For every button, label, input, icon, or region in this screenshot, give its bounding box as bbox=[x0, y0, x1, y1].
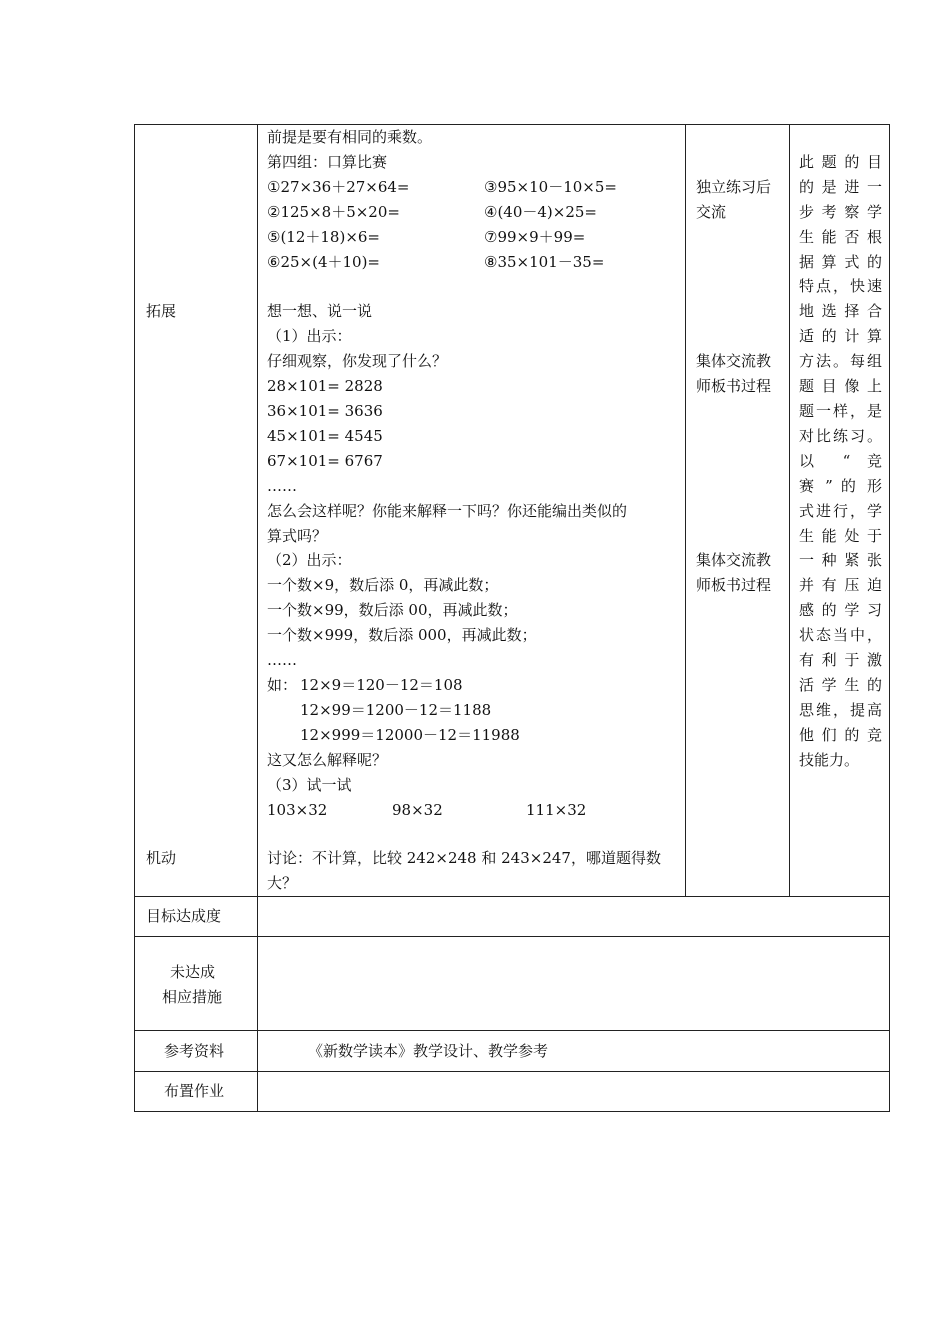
activity-3-line-2: 师板书过程 bbox=[696, 576, 772, 594]
part2-line-2: 一个数×99，数后添 00，再减此数； bbox=[267, 601, 518, 619]
note-line-17: 一 种 紧 张 bbox=[799, 551, 882, 569]
part2-line-1: 一个数×9，数后添 0，再减此数； bbox=[267, 576, 499, 594]
part1-line-1: 28×101= 2828 bbox=[267, 377, 383, 395]
exercise-1: ①27×36＋27×64= bbox=[267, 178, 410, 196]
note-line-23: 思维，提高 bbox=[799, 701, 882, 719]
note-line-12: 对比练习。 bbox=[799, 427, 882, 445]
part3-label: （3）试一试 bbox=[267, 776, 352, 794]
exercise-7: ⑦99×9＋99= bbox=[484, 228, 586, 246]
think-title: 想一想、说一说 bbox=[267, 302, 373, 320]
column-divider-2 bbox=[685, 124, 686, 896]
activity-3-line-1: 集体交流教 bbox=[696, 551, 772, 569]
row-divider-4 bbox=[134, 1071, 890, 1072]
note-line-22: 活 学 生 的 bbox=[799, 676, 882, 694]
example-prefix: 如： bbox=[267, 676, 298, 694]
note-line-8: 适 的 计 算 bbox=[799, 327, 882, 345]
label-extension: 拓展 bbox=[146, 302, 177, 320]
note-line-5: 据 算 式 的 bbox=[799, 253, 882, 271]
explain-line-2: 算式吗？ bbox=[267, 527, 328, 545]
discussion-line-2: 大？ bbox=[267, 874, 298, 892]
note-line-13: 以 “ 竞 bbox=[799, 452, 882, 470]
label-goal: 目标达成度 bbox=[146, 907, 222, 925]
part1-line-3: 45×101= 4545 bbox=[267, 427, 383, 445]
label-flexible: 机动 bbox=[146, 849, 177, 867]
example-3: 12×999＝12000－12＝11988 bbox=[300, 726, 520, 744]
column-divider-1 bbox=[257, 124, 258, 1112]
note-line-9: 方法。每组 bbox=[799, 352, 882, 370]
discussion-line-1: 讨论：不计算，比较 242×248 和 243×247，哪道题得数 bbox=[267, 849, 661, 867]
label-unmet-line1: 未达成 bbox=[170, 963, 216, 981]
example-1: 12×9＝120－12＝108 bbox=[300, 676, 463, 694]
table-border-left bbox=[134, 124, 135, 1112]
part1-ellipsis: …… bbox=[267, 477, 297, 495]
note-line-7: 地 选 择 合 bbox=[799, 302, 882, 320]
note-line-11: 题一样，是 bbox=[799, 402, 882, 420]
note-line-16: 生 能 处 于 bbox=[799, 527, 882, 545]
try-item-2: 98×32 bbox=[392, 801, 443, 819]
part1-label: （1）出示： bbox=[267, 327, 352, 345]
note-line-4: 生 能 否 根 bbox=[799, 228, 882, 246]
activity-1-line-1: 独立练习后 bbox=[696, 178, 772, 196]
label-reference: 参考资料 bbox=[164, 1042, 225, 1060]
explain-line-1: 怎么会这样呢？你能来解释一下吗？你还能编出类似的 bbox=[267, 502, 628, 520]
row-divider-1 bbox=[134, 896, 890, 897]
note-line-21: 有 利 于 激 bbox=[799, 651, 882, 669]
column-divider-3 bbox=[789, 124, 790, 896]
note-line-25: 技能力。 bbox=[799, 751, 860, 769]
activity-1-line-2: 交流 bbox=[696, 203, 727, 221]
note-line-10: 题 目 像 上 bbox=[799, 377, 882, 395]
note-line-1: 此 题 的 目 bbox=[799, 153, 882, 171]
row-divider-2 bbox=[134, 936, 890, 937]
try-item-3: 111×32 bbox=[526, 801, 587, 819]
activity-2-line-1: 集体交流教 bbox=[696, 352, 772, 370]
part1-line-2: 36×101= 3636 bbox=[267, 402, 383, 420]
exercise-6: ⑥25×(4＋10)= bbox=[267, 253, 381, 271]
exercise-5: ⑤(12＋18)×6= bbox=[267, 228, 381, 246]
note-line-19: 感 的 学 习 bbox=[799, 601, 882, 619]
part1-question: 仔细观察，你发现了什么？ bbox=[267, 352, 448, 370]
note-line-14: 赛 ” 的 形 bbox=[799, 477, 882, 495]
label-homework: 布置作业 bbox=[164, 1082, 225, 1100]
note-line-2: 的 是 进 一 bbox=[799, 178, 882, 196]
try-item-1: 103×32 bbox=[267, 801, 328, 819]
exercise-8: ⑧35×101－35= bbox=[484, 253, 605, 271]
note-line-18: 并 有 压 迫 bbox=[799, 576, 882, 594]
exercise-2: ②125×8＋5×20= bbox=[267, 203, 400, 221]
example-2: 12×99＝1200－12＝1188 bbox=[300, 701, 492, 719]
note-line-20: 状态当中， bbox=[799, 626, 882, 644]
part2-line-3: 一个数×999，数后添 000，再减此数； bbox=[267, 626, 537, 644]
part2-label: （2）出示： bbox=[267, 551, 352, 569]
note-line-24: 他 们 的 竞 bbox=[799, 726, 882, 744]
group4-title: 第四组：口算比赛 bbox=[267, 153, 388, 171]
explain-again: 这又怎么解释呢？ bbox=[267, 751, 388, 769]
reference-text: 《新数学读本》教学设计、教学参考 bbox=[308, 1042, 549, 1060]
note-line-6: 特点，快速 bbox=[799, 277, 882, 295]
table-border-bottom bbox=[134, 1111, 890, 1112]
note-line-3: 步 考 察 学 bbox=[799, 203, 882, 221]
exercise-4: ④(40－4)×25= bbox=[484, 203, 598, 221]
table-border-top bbox=[134, 124, 890, 125]
note-line-15: 式进行，学 bbox=[799, 502, 882, 520]
content-intro: 前提是要有相同的乘数。 bbox=[267, 128, 433, 146]
row-divider-3 bbox=[134, 1030, 890, 1031]
label-unmet-line2: 相应措施 bbox=[162, 988, 223, 1006]
part1-line-4: 67×101= 6767 bbox=[267, 452, 383, 470]
part2-ellipsis: …… bbox=[267, 651, 297, 669]
lesson-plan-table bbox=[134, 124, 890, 1112]
table-border-right bbox=[889, 124, 890, 1112]
exercise-3: ③95×10－10×5= bbox=[484, 178, 617, 196]
activity-2-line-2: 师板书过程 bbox=[696, 377, 772, 395]
